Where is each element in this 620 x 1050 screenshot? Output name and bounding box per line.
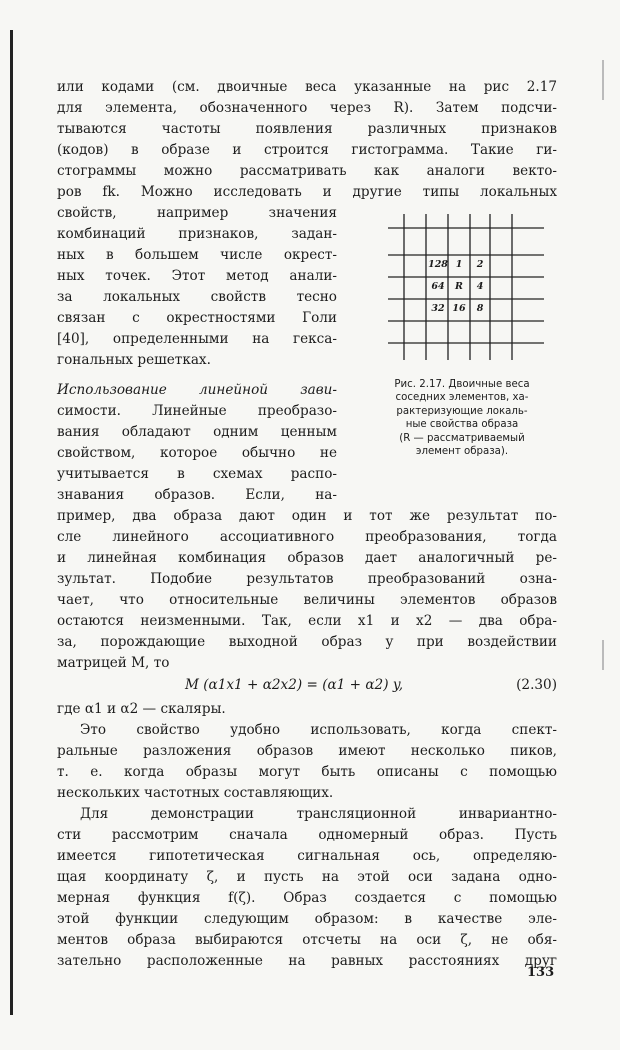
- caption-line: (R — рассматриваемый: [399, 432, 525, 444]
- text-line: Это свойство удобно использовать, когда спект-: [80, 722, 557, 738]
- text-line: имеется гипотетическая сигнальная ось, определяю-: [57, 848, 557, 864]
- text-line: нескольких частотных составляющих.: [57, 785, 334, 801]
- text-line: учитывается в схемах распо-: [57, 466, 337, 482]
- text-line: стограммы можно рассматривать как аналоги векто-: [57, 163, 557, 179]
- figure-2-17-binary-weights-grid: [372, 210, 557, 365]
- text-line: для элемента, обозначенного через R). Затем подсчи-: [57, 100, 557, 116]
- section-run-in-heading: Использование линейной зави-: [57, 382, 337, 398]
- equation-formula: M (α1x1 + α2x2) = (α1 + α2) y,: [185, 677, 404, 693]
- weight-cell: 4: [476, 281, 484, 292]
- weight-cell: 128: [428, 259, 448, 270]
- weight-cell: 32: [431, 303, 445, 314]
- text-line: сле линейного ассоциативного преобразования, тогда: [57, 529, 557, 545]
- center-element-r: R: [455, 281, 463, 292]
- text-line: щая координату ζ, и пусть на этой оси задана одно-: [57, 869, 557, 885]
- text-line: за локальных свойств тесно: [57, 289, 337, 305]
- page-spine-shadow: [10, 30, 13, 1015]
- caption-line: рактеризующие локаль-: [396, 405, 528, 417]
- text-line: т. е. когда образы могут быть описаны с помощью: [57, 764, 557, 780]
- text-line: (кодов) в образе и строится гистограмма. Такие ги-: [57, 142, 557, 158]
- text-line: сти рассмотрим сначала одномерный образ. Пусть: [57, 827, 557, 843]
- weight-cell: 16: [452, 303, 466, 314]
- text-line: ных в большем числе окрест-: [57, 247, 337, 263]
- text-line: [40], определенными на гекса-: [57, 331, 337, 347]
- text-line: этой функции следующим образом: в качестве эле-: [57, 911, 557, 927]
- text-line: ральные разложения образов имеют несколько пиков,: [57, 743, 557, 759]
- text-line: симости. Линейные преобразо-: [57, 403, 337, 419]
- figure-caption: [362, 378, 562, 458]
- weight-cell: 8: [476, 303, 484, 314]
- text-line: гональных решетках.: [57, 352, 211, 368]
- text-line: вания обладают одним ценным: [57, 424, 337, 440]
- text-line: где α1 и α2 — скаляры.: [57, 701, 226, 717]
- caption-line: Рис. 2.17. Двоичные веса: [394, 379, 530, 390]
- text-line: знавания образов. Если, на-: [57, 487, 337, 503]
- scan-speck: [602, 60, 604, 100]
- text-line: Для демонстрации трансляционной инвариантно-: [80, 806, 557, 822]
- text-line: тываются частоты появления различных признаков: [57, 121, 557, 137]
- text-line: зательно расположенные на равных расстояниях друг: [57, 953, 557, 969]
- text-line: чает, что относительные величины элементов образов: [57, 592, 557, 608]
- caption-line: элемент образа).: [415, 446, 509, 458]
- text-line: остаются неизменными. Так, если x1 и x2 — два обра-: [57, 613, 557, 629]
- equation-number: (2.30): [516, 677, 557, 693]
- text-line: или кодами (см. двоичные веса указанные на рис 2.17: [57, 79, 557, 95]
- caption-line: ные свойства образа: [405, 419, 519, 431]
- text-line: ных точек. Этот метод анали-: [57, 268, 337, 284]
- caption-line: соседних элементов, ха-: [395, 392, 529, 404]
- text-line: ров fk. Можно исследовать и другие типы локальных: [57, 184, 557, 200]
- weight-cell: 1: [455, 259, 463, 270]
- text-line: и линейная комбинация образов дает аналогичный ре-: [57, 550, 557, 566]
- weight-cell: 64: [431, 281, 445, 292]
- text-line: пример, два образа дают один и тот же результат по-: [57, 508, 557, 524]
- page-number: 133: [527, 965, 555, 980]
- text-line: зультат. Подобие результатов преобразований озна-: [57, 571, 557, 587]
- text-line: мерная функция f(ζ). Образ создается с помощью: [57, 890, 557, 906]
- text-line: связан с окрестностями Голи: [57, 310, 337, 326]
- text-line: комбинаций признаков, задан-: [57, 226, 337, 242]
- text-line: свойством, которое обычно не: [57, 445, 337, 461]
- text-line: свойств, например значения: [57, 205, 337, 221]
- text-line: ментов образа выбираются отсчеты на оси ζ, не обя-: [57, 932, 557, 948]
- scan-speck: [602, 640, 604, 670]
- text-line: за, порождающие выходной образ y при воздействии: [57, 634, 557, 650]
- text-line: матрицей M, то: [57, 655, 170, 671]
- equation-2-30: [57, 674, 557, 696]
- weight-cell: 2: [476, 259, 484, 270]
